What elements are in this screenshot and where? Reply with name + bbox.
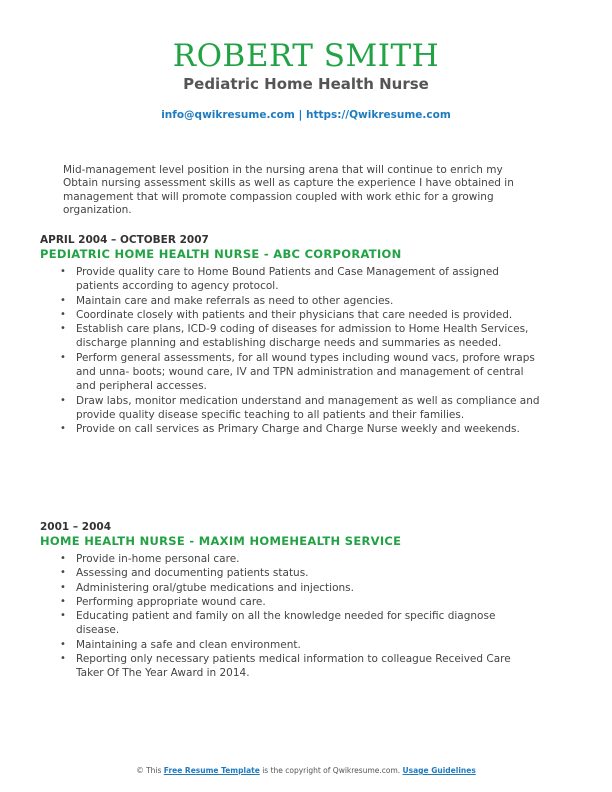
footer-middle: is the copyright of Qwikresume.com. [262,766,401,775]
usage-guidelines-link[interactable]: Usage Guidelines [402,766,476,775]
candidate-title: Pediatric Home Health Nurse [183,75,429,93]
duty-text: Establish care plans, ICD-9 coding of diseases for admission to Home Health Services, discharge planning and establishing discharge needs and summaries as needed. [76,323,529,350]
job-dates: 2001 – 2004 [40,521,112,533]
duty-text: Maintain care and make referrals as need to other agencies. [76,294,394,307]
bullet-icon: • [60,553,66,564]
experience-entry [40,234,540,437]
job-role: HOME HEALTH NURSE - MAXIM HOMEHEALTH SERVICE [40,534,402,548]
contact-separator: | [298,109,303,121]
duty-text: Reporting only necessary patients medical information to colleague Received Care Taker Of The Year Award in 2014. [76,653,511,680]
summary-paragraph: Mid-management level position in the nursing arena that will continue to enrich my Obtain nursing assessment skills as well as capture the experience I have obtained in management that will promote compassion coupled with work ethic for a growing organization. [63,164,514,217]
bullet-icon: • [60,610,66,622]
bullet-icon: • [60,308,66,320]
duty-text: Draw labs, monitor medication understand and management as well as compliance and provide quality disease specific teaching to all patients and their families. [76,394,540,421]
candidate-name: ROBERT SMITH [172,38,440,74]
job-role: PEDIATRIC HOME HEALTH NURSE - ABC CORPORATION [40,247,402,261]
duty-item [40,422,540,436]
job-duties [40,552,540,681]
website-link[interactable]: https://Qwikresume.com [305,109,451,121]
duty-item [40,566,540,580]
duty-text: Coordinate closely with patients and their physicians that care needed is provided. [76,308,513,321]
bullet-icon: • [60,653,66,665]
duty-item [40,294,540,308]
duty-item [40,652,540,681]
duty-text: Provide quality care to Home Bound Patients and Case Management of assigned patients according to agency protocol. [76,266,499,293]
duty-item [40,308,540,322]
job-dates: APRIL 2004 – OCTOBER 2007 [40,234,209,246]
duty-item [40,322,540,351]
duty-item [40,638,540,652]
bullet-icon: • [60,294,66,306]
duty-item [40,351,540,394]
duty-text: Provide on call services as Primary Charge and Charge Nurse weekly and weekends. [76,423,520,436]
bullet-icon: • [60,638,66,650]
duty-text: Educating patient and family on all the knowledge needed for specific diagnose disease. [76,610,496,637]
job-duties [40,265,540,437]
bullet-icon: • [60,351,66,363]
contact-line [0,108,612,122]
duty-item [40,265,540,294]
duty-text: Performing appropriate wound care. [76,595,266,608]
duty-item [40,595,540,609]
footer-prefix: © This [136,766,162,775]
bullet-icon: • [60,581,66,593]
copyright-footer [0,766,612,776]
email-link[interactable]: info@qwikresume.com [161,109,295,121]
duty-item [40,581,540,595]
duty-text: Perform general assessments, for all wound types including wound vacs, profore wraps and unna- boots; wound care, IV and TPN administration and management of central and peripheral accesses. [76,351,535,393]
bullet-icon: • [60,567,66,579]
experience-entry [40,521,540,681]
bullet-icon: • [60,595,66,607]
bullet-icon: • [60,323,66,335]
bullet-icon: • [60,394,66,406]
bullet-icon: • [60,266,66,277]
free-resume-template-link[interactable]: Free Resume Template [163,766,260,775]
duty-text: Provide in-home personal care. [76,553,240,565]
duty-item [40,394,540,423]
duty-text: Assessing and documenting patients status. [76,567,309,580]
duty-item [40,552,540,566]
bullet-icon: • [60,423,66,435]
resume-header [0,38,612,122]
duty-text: Administering oral/gtube medications and injections. [76,581,354,594]
duty-text: Maintaining a safe and clean environment. [76,638,301,651]
duty-item [40,609,540,638]
